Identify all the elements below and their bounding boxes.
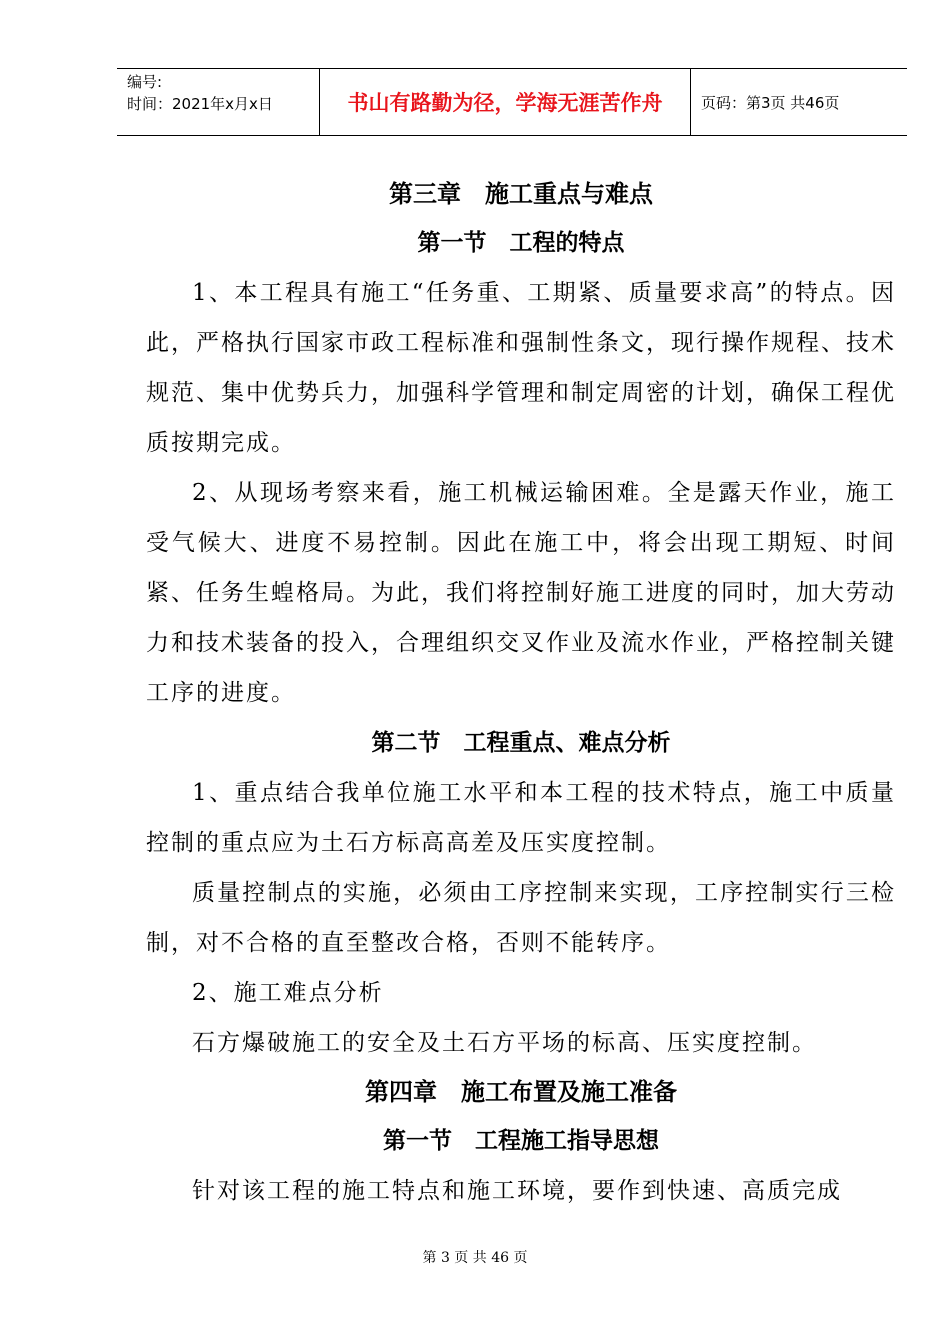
chapter-3-title: 第三章 施工重点与难点: [389, 180, 653, 208]
paragraph: 2、施工难点分析: [192, 980, 384, 1006]
paragraph: 1、重点结合我单位施工水平和本工程的技术特点，施工中质量控制的重点应为土石方标高高差及压实度控制。: [146, 780, 896, 856]
ch3-section-1-title: 第一节 工程的特点: [417, 229, 625, 256]
time-label: 时间：2021年x月x日: [127, 95, 273, 113]
header-table: [117, 68, 907, 136]
paragraph: 2、从现场考察来看，施工机械运输困难。全是露天作业，施工受气候大、进度不易控制。因此在施工中，将会出现工期短、时间紧、任务生蝗格局。为此，我们将控制好施工进度的同时，加大劳动力和技术装备的投入，合理组织交叉作业及流水作业，严格控制关键工序的进度。: [146, 480, 896, 706]
paragraph: 针对该工程的施工特点和施工环境，要作到快速、高质完成: [192, 1178, 842, 1204]
paragraph: 质量控制点的实施，必须由工序控制来实现，工序控制实行三检制，对不合格的直至整改合格，否则不能转序。: [146, 880, 896, 956]
header-motto: 书山有路勤为径，学海无涯苦作舟: [319, 69, 691, 135]
header-page-info: 页码：第3页 共46页: [701, 93, 840, 112]
paragraph: 1、本工程具有施工“任务重、工期紧、质量要求高”的特点。因此，严格执行国家市政工程标准和强制性条文，现行操作规程、技术规范、集中优势兵力，加强科学管理和制定周密的计划，确保工程优质按期完成。: [146, 280, 896, 456]
page-footer: 第 3 页 共 46 页: [422, 1250, 528, 1266]
ch4-section-1-title: 第一节 工程施工指导思想: [383, 1127, 659, 1154]
chapter-4-title: 第四章 施工布置及施工准备: [365, 1078, 677, 1106]
document-body: [146, 170, 896, 1216]
code-label: 编号:: [127, 73, 163, 91]
ch3-section-2-title: 第二节 工程重点、难点分析: [371, 729, 671, 756]
header-left-cell: [117, 69, 319, 135]
paragraph: 石方爆破施工的安全及土石方平场的标高、压实度控制。: [192, 1030, 817, 1056]
